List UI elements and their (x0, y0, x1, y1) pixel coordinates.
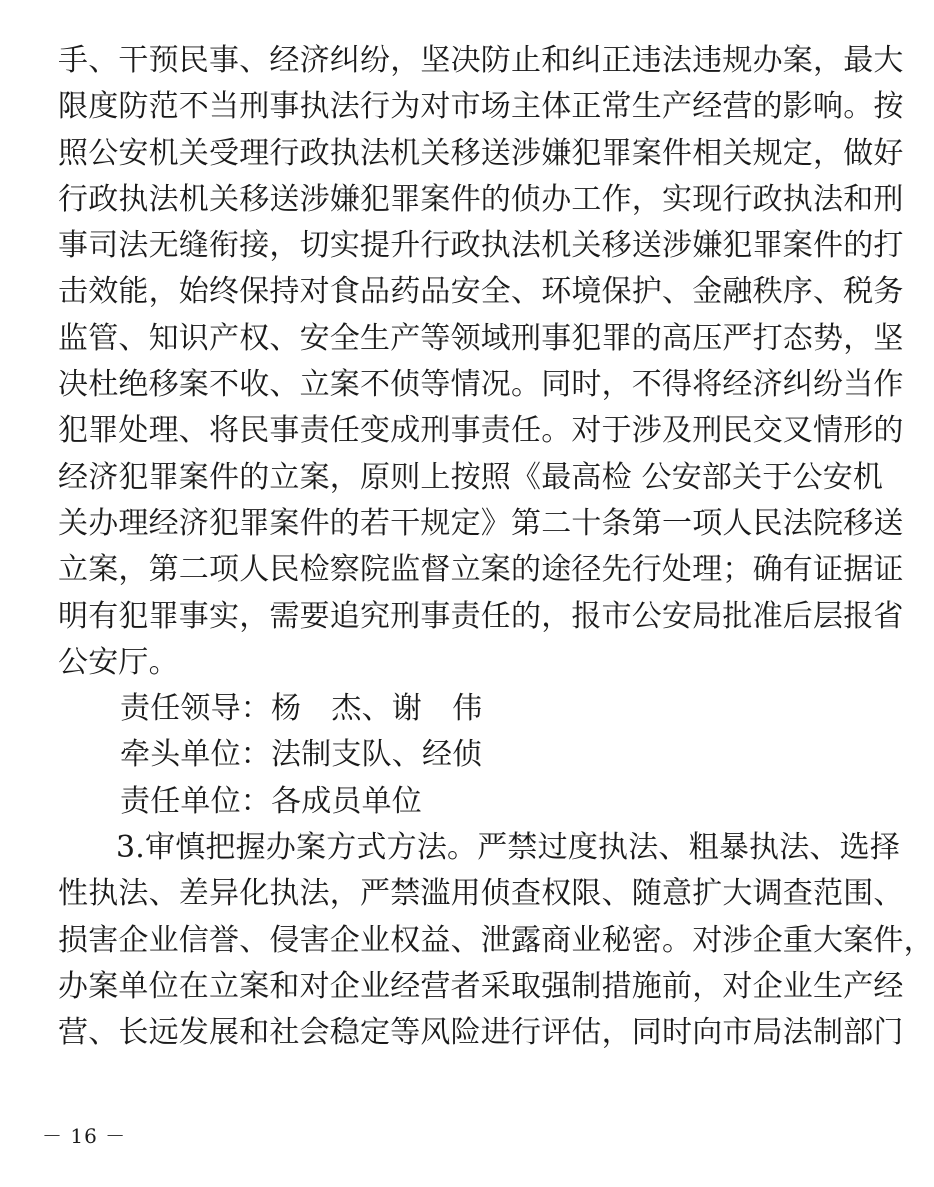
responsible-unit: 责任单位：各成员单位 (120, 783, 422, 819)
paragraph-line: 击效能，始终保持对食品药品安全、环境保护、金融秩序、税务 (58, 274, 904, 310)
paragraph-line: 限度防范不当刑事执法行为对市场主体正常生产经营的影响。按 (58, 89, 904, 125)
page-number: － 16 － (42, 1124, 127, 1148)
paragraph-line: 营、长远发展和社会稳定等风险进行评估，同时向市局法制部门 (58, 1015, 904, 1051)
paragraph-line: 公安厅。 (58, 644, 179, 680)
paragraph-line: 办案单位在立案和对企业经营者采取强制措施前，对企业生产经 (58, 968, 904, 1004)
paragraph-line: 性执法、差异化执法，严禁滥用侦查权限、随意扩大调查范围、 (58, 876, 904, 912)
paragraph-line: 经济犯罪案件的立案，原则上按照《最高检 公安部关于公安机 (58, 459, 884, 495)
paragraph-line: 照公安机关受理行政执法机关移送涉嫌犯罪案件相关规定，做好 (58, 135, 904, 171)
paragraph-line: 手、干预民事、经济纠纷，坚决防止和纠正违法违规办案，最大 (58, 43, 904, 78)
paragraph-line: 关办理经济犯罪案件的若干规定》第二十条第一项人民法院移送 (58, 505, 904, 541)
paragraph-line: 立案，第二项人民检察院监督立案的途径先行处理；确有证据证 (58, 552, 904, 588)
paragraph-line: 监管、知识产权、安全生产等领域刑事犯罪的高压严打态势，坚 (58, 320, 904, 356)
paragraph-line: 决杜绝移案不收、立案不侦等情况。同时，不得将经济纠纷当作 (58, 367, 904, 403)
paragraph-line: 损害企业信誉、侵害企业权益、泄露商业秘密。对涉企重大案件， (58, 922, 934, 958)
lead-unit: 牵头单位：法制支队、经侦 (120, 737, 483, 773)
paragraph-line: 事司法无缝衔接，切实提升行政执法机关移送涉嫌犯罪案件的打 (58, 228, 904, 264)
body-text (58, 38, 934, 1057)
paragraph-line: 明有犯罪事实，需要追究刑事责任的，报市公安局批准后层报省 (58, 598, 904, 634)
section-heading-line: 3.审慎把握办案方式方法。严禁过度执法、粗暴执法、选择 (116, 830, 901, 866)
responsible-leader: 责任领导：杨 杰、谢 伟 (120, 691, 483, 727)
paragraph-line: 行政执法机关移送涉嫌犯罪案件的侦办工作，实现行政执法和刑 (58, 181, 904, 217)
paragraph-line: 犯罪处理、将民事责任变成刑事责任。对于涉及刑民交叉情形的 (58, 413, 904, 449)
